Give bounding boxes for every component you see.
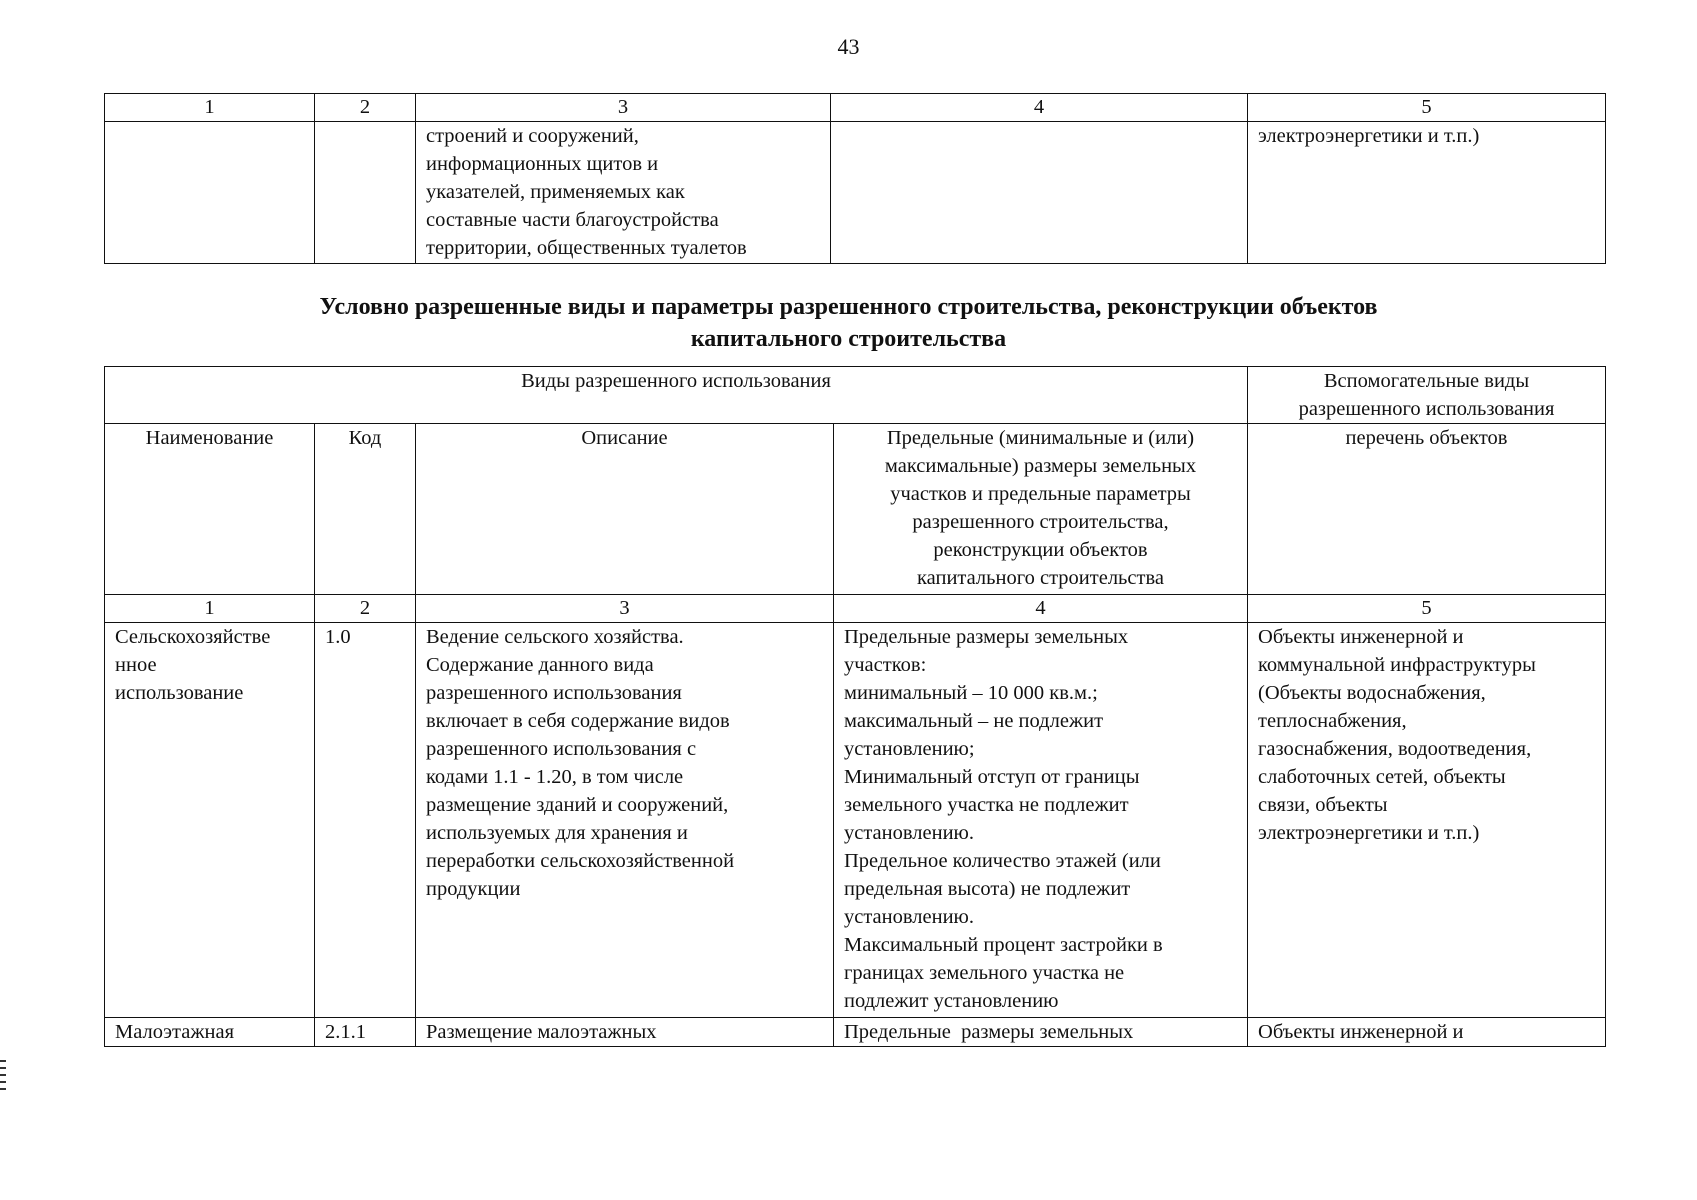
column-number: 3 — [416, 595, 834, 623]
column-number: 1 — [105, 595, 315, 623]
cell-objects: Объекты инженерной и коммунальной инфраструктуры (Объекты водоснабжения, теплоснабжения, газоснабжения, водоотведения, слаботочных сетей, объекты связи, объекты электроэнергетики и т.п.) — [1248, 623, 1606, 1018]
column-number: 1 — [105, 94, 315, 122]
cell-objects: электроэнергетики и т.п.) — [1248, 122, 1606, 264]
group-header-row — [105, 367, 1606, 424]
group-header-aux: Вспомогательные виды разрешенного использования — [1248, 367, 1606, 424]
group-header-main: Виды разрешенного использования — [105, 367, 1248, 424]
cell-description: Ведение сельского хозяйства. Содержание данного вида разрешенного использования включает в себя содержание видов разрешенного использования с кодами 1.1 - 1.20, в том числе размещение зданий и сооружений, используемых для хранения и переработки сельскохозяйственной продукции — [416, 623, 834, 1018]
table-row — [105, 1018, 1606, 1047]
column-header-row — [105, 424, 1606, 595]
permitted-uses-table — [104, 366, 1606, 1047]
scan-margin-marks — [0, 1060, 6, 1095]
column-number: 4 — [834, 595, 1248, 623]
cell-parameters: Предельные размеры земельных участков: минимальный – 10 000 кв.м.; максимальный – не подлежит установлению; Минимальный отступ от границы земельного участка не подлежит установлению. Предельное количество этажей (или предельная высота) не подлежит установлению. Максимальный процент застройки в границах земельного участка не подлежит установлению — [834, 623, 1248, 1018]
column-number: 3 — [416, 94, 831, 122]
cell-description: строений и сооружений, информационных щитов и указателей, применяемых как составные части благоустройства территории, общественных туалетов — [416, 122, 831, 264]
header-objects: перечень объектов — [1248, 424, 1606, 595]
cell-objects: Объекты инженерной и — [1248, 1018, 1606, 1047]
cell-code: 2.1.1 — [315, 1018, 416, 1047]
column-number: 5 — [1248, 94, 1606, 122]
table-row — [105, 122, 1606, 264]
column-number: 2 — [315, 94, 416, 122]
cell-name: Малоэтажная — [105, 1018, 315, 1047]
section-heading-line2: капитального строительства — [690, 326, 1007, 352]
column-number: 5 — [1248, 595, 1606, 623]
column-number: 4 — [831, 94, 1248, 122]
page-number: 43 — [837, 34, 860, 59]
cell-parameters — [831, 122, 1248, 264]
cell-name: Сельскохозяйстве нное использование — [105, 623, 315, 1018]
cell-description: Размещение малоэтажных — [416, 1018, 834, 1047]
cell-code — [315, 122, 416, 264]
section-heading — [0, 291, 1697, 355]
header-description: Описание — [416, 424, 834, 595]
header-name: Наименование — [105, 424, 315, 595]
table-row — [105, 623, 1606, 1018]
cell-parameters: Предельные размеры земельных — [834, 1018, 1248, 1047]
section-heading-line1: Условно разрешенные виды и параметры разрешенного строительства, реконструкции объектов — [319, 294, 1378, 320]
cell-name — [105, 122, 315, 264]
column-number-row — [105, 595, 1606, 623]
header-code: Код — [315, 424, 416, 595]
column-number: 2 — [315, 595, 416, 623]
continuation-table — [104, 93, 1606, 264]
cell-code: 1.0 — [315, 623, 416, 1018]
header-parameters: Предельные (минимальные и (или) максимальные) размеры земельных участков и предельные параметры разрешенного строительства, реконструкции объектов капитального строительства — [834, 424, 1248, 595]
column-number-row — [105, 94, 1606, 122]
